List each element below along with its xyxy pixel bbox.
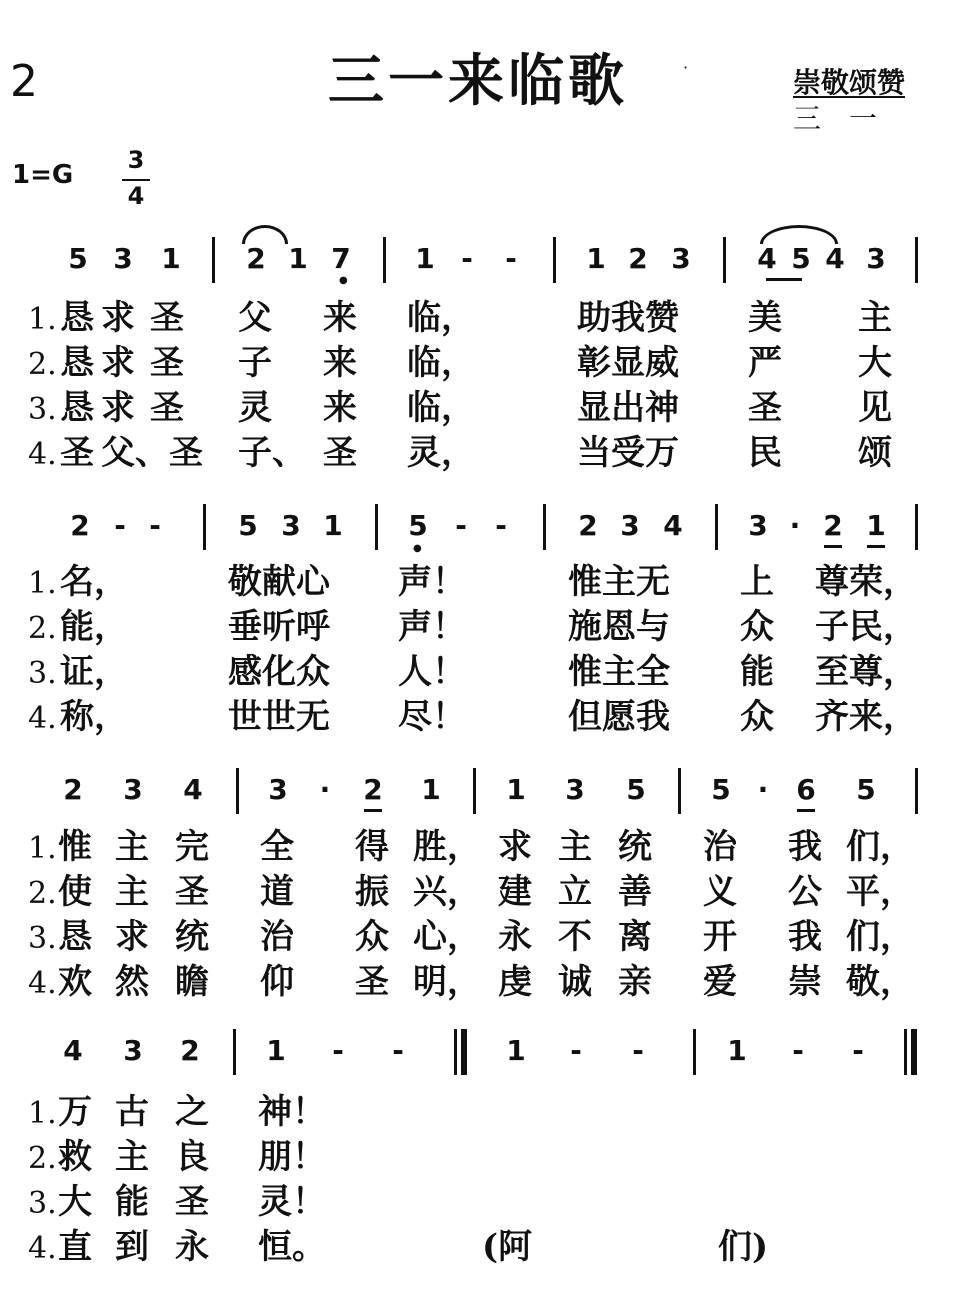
lyric-char: 求 <box>115 917 149 957</box>
note: 3 <box>268 773 288 806</box>
note: 1 <box>506 1034 526 1067</box>
lyric-char: 临， <box>407 298 475 338</box>
lyric-char: 尽！ <box>398 697 466 737</box>
note: 5 <box>68 242 88 275</box>
note: 3 <box>748 509 768 542</box>
note: 1 <box>421 773 441 806</box>
lyric-char: 大 <box>858 343 892 383</box>
lyric-char: 民 <box>748 433 782 473</box>
lyric-char: 瞻 <box>175 962 209 1002</box>
ink-dot: · <box>683 58 689 77</box>
lyric-char: 圣 <box>60 433 94 473</box>
lyric-line: 1. <box>28 302 57 337</box>
lyric-char: 美 <box>748 298 782 338</box>
lyric-char: 求 <box>101 388 135 428</box>
lyric-char: 敬， <box>846 962 914 1002</box>
lyric-char: 们， <box>846 917 914 957</box>
low-octave-dot: ● <box>339 275 348 286</box>
note: 5 <box>856 773 876 806</box>
lyric-char: 兴， <box>413 872 481 912</box>
lyric-char: 能 <box>740 652 774 692</box>
lyric-char: 使 <box>58 872 92 912</box>
lyric-line: 2. <box>28 876 57 911</box>
amen-close: 们) <box>718 1227 769 1267</box>
note: 1 <box>506 773 526 806</box>
lyric-char: 证， <box>60 652 128 692</box>
lyric-char: 感化众 <box>228 652 330 692</box>
lyric-char: 永 <box>175 1227 209 1267</box>
lyric-char: 灵， <box>407 433 475 473</box>
note: 7 <box>331 242 351 275</box>
lyric-char: 我 <box>788 827 822 867</box>
lyric-char: 施恩与 <box>568 607 670 647</box>
note: 6 <box>796 773 816 806</box>
lyric-char: 完 <box>175 827 209 867</box>
note: 4 <box>183 773 203 806</box>
note: 2 <box>70 509 90 542</box>
note: - <box>332 1034 344 1067</box>
lyric-char: 惟主全 <box>568 652 670 692</box>
lyric-char: 彰显威 <box>577 343 679 383</box>
note: 1 <box>415 242 435 275</box>
lyric-line: 1. <box>28 1096 57 1131</box>
bar-line <box>543 504 546 550</box>
bar-line <box>915 237 918 283</box>
note: - <box>505 242 517 275</box>
lyric-char: 主 <box>115 827 149 867</box>
lyric-char: 子民， <box>815 607 917 647</box>
lyric-line: 1. <box>28 831 57 866</box>
note: 2 <box>628 242 648 275</box>
note: - <box>392 1034 404 1067</box>
bar-line <box>212 237 215 283</box>
lyric-line: 1. <box>28 566 57 601</box>
lyric-char: 圣 <box>748 388 782 428</box>
note: 3 <box>565 773 585 806</box>
lyric-char: 亲 <box>618 962 652 1002</box>
note: 4 <box>63 1034 83 1067</box>
note: - <box>852 1034 864 1067</box>
note: 5 <box>791 242 811 275</box>
lyric-char: 不 <box>558 917 592 957</box>
note: 2 <box>180 1034 200 1067</box>
lyric-char: 恒。 <box>258 1227 326 1267</box>
lyric-char: 声！ <box>398 562 466 602</box>
lyric-char: 到 <box>115 1227 149 1267</box>
lyric-char: 父 <box>238 298 272 338</box>
bar-line <box>383 237 386 283</box>
lyric-line: 2. <box>28 1141 57 1176</box>
hymn-title: 三一来临歌 <box>328 49 628 114</box>
lyric-char: 公 <box>788 872 822 912</box>
lyric-char: 但愿我 <box>568 697 670 737</box>
note: · <box>319 773 331 806</box>
bar-line <box>915 504 918 550</box>
low-octave-dot: ● <box>413 543 422 554</box>
lyric-char: 主 <box>558 827 592 867</box>
repeat-bar <box>461 1029 467 1075</box>
note: - <box>461 242 473 275</box>
key-signature: 1=G <box>12 160 74 190</box>
lyric-line: 4. <box>28 437 57 472</box>
lyric-char: 平， <box>846 872 914 912</box>
lyric-char: 圣 <box>150 388 184 428</box>
lyric-char: 开 <box>703 917 737 957</box>
lyric-char: 灵 <box>238 388 272 428</box>
lyric-char: 能， <box>60 607 128 647</box>
bar-line <box>715 504 718 550</box>
amen-open: (阿 <box>482 1227 533 1267</box>
note: 1 <box>727 1034 747 1067</box>
bar-line <box>233 1029 236 1075</box>
lyric-char: 恳 <box>60 298 94 338</box>
note: 1 <box>586 242 606 275</box>
lyric-char: 圣 <box>150 343 184 383</box>
lyric-char: 惟 <box>58 827 92 867</box>
lyric-char: 显出神 <box>577 388 679 428</box>
underline <box>867 545 885 548</box>
lyric-char: 人！ <box>398 652 466 692</box>
lyric-char: 圣 <box>323 433 357 473</box>
note: 5 <box>238 509 258 542</box>
lyric-char: 临， <box>407 343 475 383</box>
lyric-char: 然 <box>115 962 149 1002</box>
lyric-char: 子 <box>238 343 272 383</box>
note: 3 <box>123 1034 143 1067</box>
lyric-line: 3. <box>28 921 57 956</box>
note: 2 <box>823 509 843 542</box>
lyric-char: 全 <box>260 827 294 867</box>
lyric-char: 爱 <box>703 962 737 1002</box>
bar-line <box>236 768 239 814</box>
lyric-char: 虔 <box>498 962 532 1002</box>
note: 5 <box>626 773 646 806</box>
lyric-char: 众 <box>740 697 774 737</box>
lyric-char: 见 <box>858 388 892 428</box>
bar-line <box>203 504 206 550</box>
note: 3 <box>113 242 133 275</box>
underline <box>797 809 815 812</box>
lyric-char: 父 <box>101 433 135 473</box>
note: 2 <box>246 242 266 275</box>
lyric-char: 圣 <box>175 872 209 912</box>
note: - <box>792 1034 804 1067</box>
lyric-char: 心， <box>413 917 481 957</box>
lyric-char: 我 <box>788 917 822 957</box>
lyric-char: 离 <box>618 917 652 957</box>
note: 3 <box>123 773 143 806</box>
lyric-char: 永 <box>498 917 532 957</box>
page-number: 2 <box>10 56 38 107</box>
lyric-line: 3. <box>28 1186 57 1221</box>
lyric-char: 义 <box>703 872 737 912</box>
lyric-line: 2. <box>28 611 57 646</box>
lyric-char: 统 <box>618 827 652 867</box>
lyric-char: 明， <box>413 962 481 1002</box>
lyric-char: 主 <box>858 298 892 338</box>
lyric-char: 称， <box>60 697 128 737</box>
lyric-char: 朋！ <box>258 1137 326 1177</box>
note: 5 <box>408 509 428 542</box>
lyric-line: 4. <box>28 1231 57 1266</box>
underline <box>364 809 382 812</box>
lyric-char: 垂听呼 <box>228 607 330 647</box>
lyric-char: 之 <box>175 1092 209 1132</box>
bar-line <box>473 768 476 814</box>
hymn-category: 崇敬颂赞 <box>793 66 906 99</box>
note: - <box>632 1034 644 1067</box>
note: 2 <box>578 509 598 542</box>
note: 2 <box>363 773 383 806</box>
time-signature-bottom: 4 <box>127 182 145 210</box>
note: 4 <box>825 242 845 275</box>
lyric-char: 来 <box>323 388 357 428</box>
note: · <box>757 773 769 806</box>
lyric-char: 主 <box>115 872 149 912</box>
lyric-char: 助我赞 <box>577 298 679 338</box>
lyric-char: 得 <box>355 827 389 867</box>
lyric-char: 齐来， <box>815 697 917 737</box>
note: · <box>789 509 801 542</box>
lyric-char: 来 <box>323 298 357 338</box>
note: - <box>149 509 161 542</box>
lyric-char: 颂 <box>858 433 892 473</box>
note: 1 <box>266 1034 286 1067</box>
lyric-char: 恳 <box>58 917 92 957</box>
note: 4 <box>757 242 777 275</box>
lyric-char: 崇 <box>788 962 822 1002</box>
lyric-char: 胜， <box>413 827 481 867</box>
lyric-char: 名， <box>60 562 128 602</box>
lyric-char: 世世无 <box>228 697 330 737</box>
lyric-char: 来 <box>323 343 357 383</box>
note: 1 <box>288 242 308 275</box>
lyric-char: 当受万 <box>577 433 679 473</box>
lyric-char: 声！ <box>398 607 466 647</box>
underline <box>766 278 802 281</box>
time-signature-top: 3 <box>127 146 145 174</box>
note: 5 <box>711 773 731 806</box>
lyric-char: 、圣 <box>135 433 203 473</box>
lyric-char: 良 <box>175 1137 209 1177</box>
note: - <box>455 509 467 542</box>
lyric-char: 主 <box>115 1137 149 1177</box>
lyric-char: 振 <box>355 872 389 912</box>
bar-line <box>904 1029 907 1075</box>
lyric-char: 善 <box>618 872 652 912</box>
lyric-char: 圣 <box>355 962 389 1002</box>
lyric-char: 救 <box>58 1137 92 1177</box>
bar-line <box>915 768 918 814</box>
lyric-char: 欢 <box>58 962 92 1002</box>
note: 1 <box>866 509 886 542</box>
bar-line <box>693 1029 696 1075</box>
time-signature-line <box>122 179 150 181</box>
lyric-char: 万 <box>58 1092 92 1132</box>
bar-line <box>375 504 378 550</box>
note: 3 <box>671 242 691 275</box>
lyric-char: 灵！ <box>258 1182 326 1222</box>
lyric-char: 临， <box>407 388 475 428</box>
lyric-char: 上 <box>740 562 774 602</box>
lyric-char: 圣 <box>175 1182 209 1222</box>
lyric-char: 古 <box>115 1092 149 1132</box>
lyric-line: 2. <box>28 347 57 382</box>
bar-line <box>723 237 726 283</box>
note: 1 <box>323 509 343 542</box>
lyric-char: 立 <box>558 872 592 912</box>
lyric-char: 治 <box>260 917 294 957</box>
lyric-char: 们， <box>846 827 914 867</box>
lyric-char: 众 <box>355 917 389 957</box>
lyric-line: 3. <box>28 656 57 691</box>
note: 3 <box>866 242 886 275</box>
lyric-char: 求 <box>498 827 532 867</box>
lyric-char: 大 <box>58 1182 92 1222</box>
lyric-char: 仰 <box>260 962 294 1002</box>
lyric-char: 求 <box>101 343 135 383</box>
lyric-char: 治 <box>703 827 737 867</box>
hymn-author: 三 一 <box>793 102 878 135</box>
lyric-char: 诚 <box>558 962 592 1002</box>
lyric-line: 4. <box>28 966 57 1001</box>
underline <box>824 545 842 548</box>
lyric-char: 子、 <box>238 433 306 473</box>
lyric-char: 众 <box>740 607 774 647</box>
note: 3 <box>620 509 640 542</box>
note: - <box>495 509 507 542</box>
note: - <box>570 1034 582 1067</box>
lyric-char: 恳 <box>60 343 94 383</box>
lyric-char: 恳 <box>60 388 94 428</box>
note: 4 <box>663 509 683 542</box>
lyric-char: 建 <box>498 872 532 912</box>
lyric-line: 3. <box>28 392 57 427</box>
lyric-char: 直 <box>58 1227 92 1267</box>
end-bar <box>911 1029 917 1075</box>
lyric-char: 神！ <box>258 1092 326 1132</box>
lyric-line: 4. <box>28 701 57 736</box>
bar-line <box>454 1029 457 1075</box>
lyric-char: 统 <box>175 917 209 957</box>
lyric-char: 严 <box>748 343 782 383</box>
lyric-char: 圣 <box>150 298 184 338</box>
lyric-char: 尊荣， <box>815 562 917 602</box>
lyric-char: 敬献心 <box>228 562 330 602</box>
note: 3 <box>281 509 301 542</box>
note: 2 <box>63 773 83 806</box>
bar-line <box>678 768 681 814</box>
lyric-char: 至尊， <box>815 652 917 692</box>
lyric-char: 求 <box>101 298 135 338</box>
lyric-char: 道 <box>260 872 294 912</box>
bar-line <box>553 237 556 283</box>
lyric-char: 惟主无 <box>568 562 670 602</box>
note: - <box>114 509 126 542</box>
note: 1 <box>161 242 181 275</box>
lyric-char: 能 <box>115 1182 149 1222</box>
